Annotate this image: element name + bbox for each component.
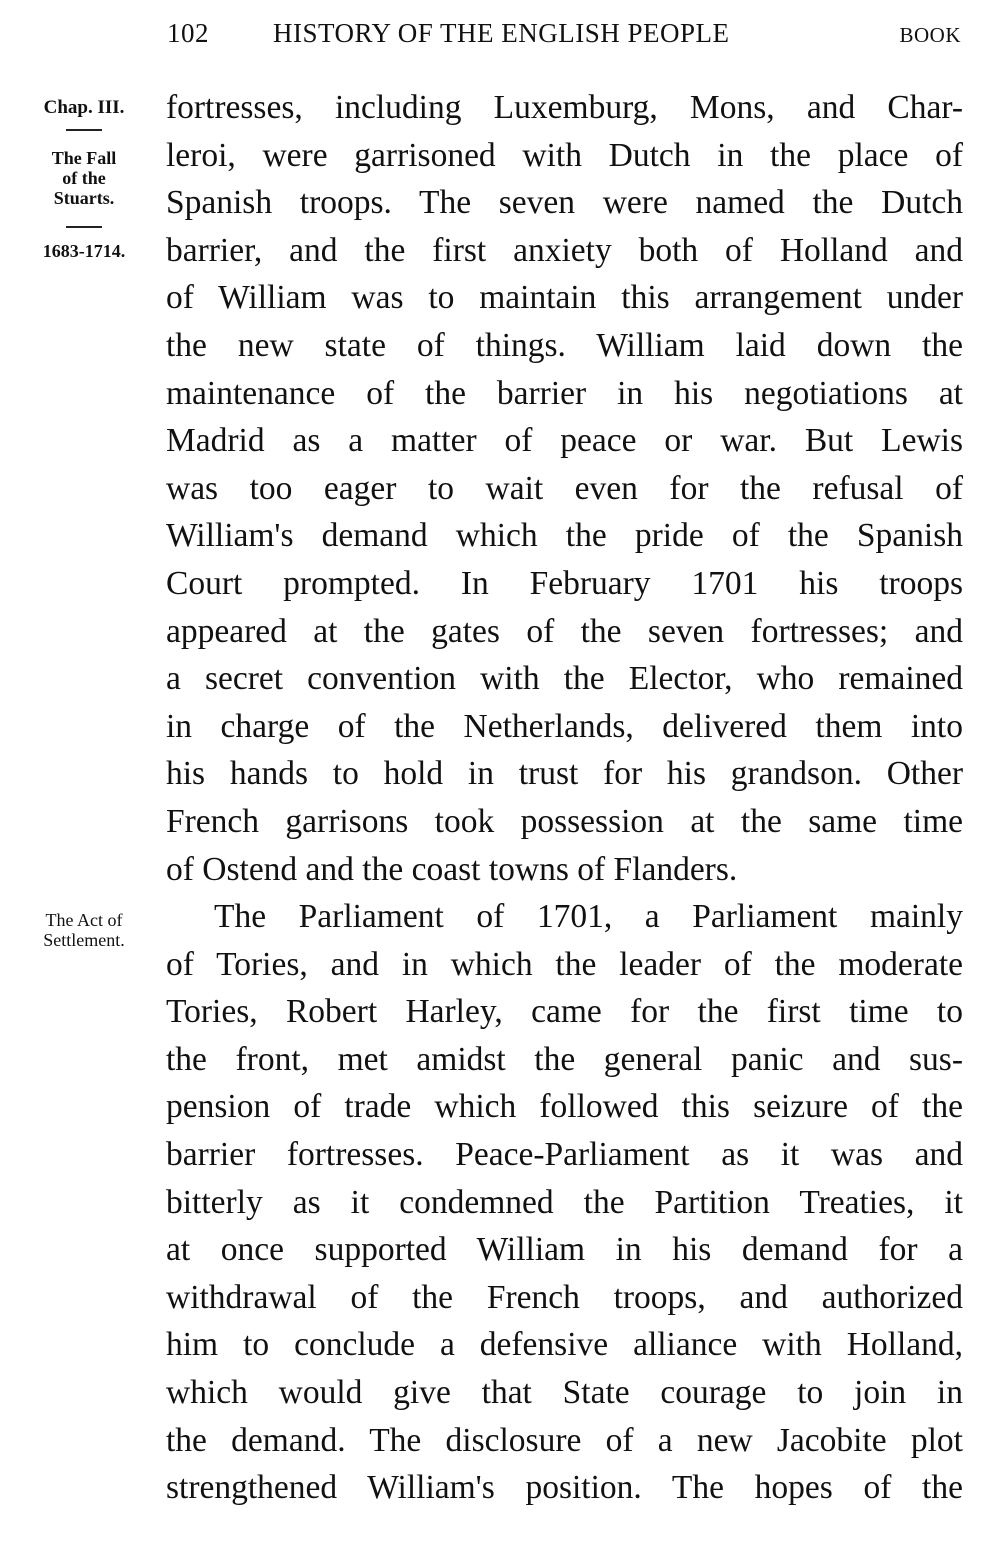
margin-section-title-line: The Fall [51, 148, 117, 168]
text-line: Madrid as a matter of peace or war. But Lewis [166, 422, 963, 460]
text-line: the front, met amidst the general panic and sus- [166, 1040, 963, 1078]
text-line: withdrawal of the French troops, and authorized [166, 1278, 963, 1316]
text-line: fortresses, including Luxemburg, Mons, and Char- [166, 89, 963, 126]
body-text [166, 84, 963, 1512]
text-line: the new state of things. William laid down the [166, 326, 963, 364]
text-line: him to conclude a defensive alliance with Holland, [166, 1326, 963, 1364]
margin-section-title [14, 148, 154, 208]
paragraph-1 [166, 84, 963, 893]
text-line: appeared at the gates of the seven fortresses; and [166, 612, 963, 650]
text-line: in charge of the Netherlands, delivered them into [166, 707, 963, 745]
running-title: HISTORY OF THE ENGLISH PEOPLE [273, 18, 730, 48]
margin-section-title-line: of the [62, 168, 106, 188]
page-number: 102 [167, 18, 209, 48]
text-line: French garrisons took possession at the same time [166, 802, 963, 840]
paragraph-2 [166, 893, 963, 1512]
margin-topic-line: The Act of [45, 910, 123, 930]
text-line: barrier fortresses. Peace-Parliament as it was and [166, 1136, 963, 1174]
margin-date-range: 1683-1714. [42, 241, 126, 261]
text-line: was too eager to wait even for the refusal of [166, 469, 963, 507]
text-line: at once supported William in his demand for a [166, 1231, 963, 1269]
text-line: Spanish troops. The seven were named the Dutch [166, 184, 963, 222]
text-line: pension of trade which followed this seizure of the [166, 1088, 963, 1126]
margin-chapter: Chap. III. [43, 97, 125, 118]
text-line: the demand. The disclosure of a new Jacobite plot [166, 1421, 963, 1459]
book-label: BOOK [899, 23, 961, 47]
text-line: leroi, were garrisoned with Dutch in the place of [166, 136, 963, 174]
text-line: barrier, and the first anxiety both of Holland and [166, 231, 963, 269]
text-line: his hands to hold in trust for his grandson. Other [166, 755, 963, 793]
running-header [165, 14, 965, 54]
text-line: maintenance of the barrier in his negotiations at [166, 374, 963, 412]
margin-topic-line: Settlement. [43, 930, 125, 950]
text-line: Tories, Robert Harley, came for the first time to [166, 993, 963, 1031]
text-line: William's demand which the pride of the Spanish [166, 517, 963, 555]
margin-section-title-line: Stuarts. [53, 188, 115, 208]
text-line: strengthened William's position. The hopes of the [166, 1469, 963, 1507]
text-line: of Tories, and in which the leader of the moderate [166, 945, 963, 983]
margin-topic-note [14, 910, 154, 950]
text-line: which would give that State courage to join in [166, 1374, 963, 1412]
text-line: The Parliament of 1701, a Parliament mainly [214, 898, 963, 936]
margin-rule [66, 129, 102, 131]
margin-rule [66, 226, 102, 228]
text-line: of Ostend and the coast towns of Flanders. [166, 850, 738, 888]
text-line: Court prompted. In February 1701 his troops [166, 564, 963, 602]
text-line: a secret convention with the Elector, who remained [166, 660, 963, 698]
text-line: bitterly as it condemned the Partition Treaties, it [166, 1183, 963, 1221]
text-line: of William was to maintain this arrangement under [166, 279, 963, 317]
